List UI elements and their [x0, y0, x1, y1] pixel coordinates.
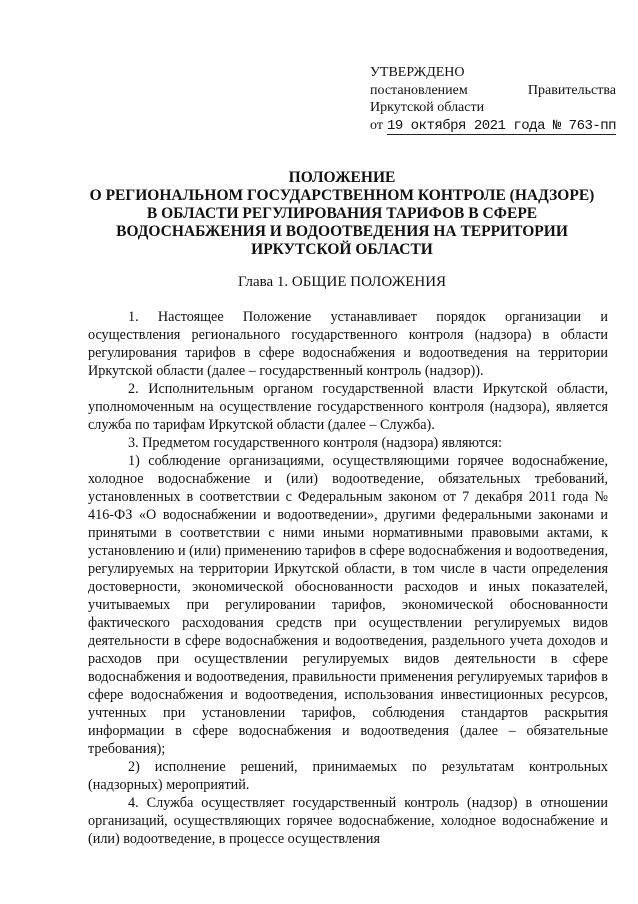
approval-line-4: [370, 117, 616, 135]
approval-heading: УТВЕРЖДЕНО: [370, 65, 465, 80]
approval-block: [370, 64, 616, 135]
chapter-heading: Глава 1. ОБЩИЕ ПОЛОЖЕНИЯ: [237, 274, 447, 290]
title-line-3: В ОБЛАСТИ РЕГУЛИРОВАНИЯ ТАРИФОВ В СФЕРЕ: [146, 205, 538, 222]
title-line-2: О РЕГИОНАЛЬНОМ ГОСУДАРСТВЕННОМ КОНТРОЛЕ (НАДЗОРЕ): [89, 187, 595, 204]
document-title: [62, 169, 622, 259]
approval-date-prefix: от: [370, 117, 383, 133]
paragraph-3-item-2: 2) исполнение решений, принимаемых по результатам контрольных (надзорных) мероприятий.: [88, 759, 608, 793]
title-line-4: ВОДОСНАБЖЕНИЯ И ВОДООТВЕДЕНИЯ НА ТЕРРИТОРИИ: [116, 223, 568, 240]
paragraph-1: 1. Настоящее Положение устанавливает порядок организации и осуществления регионального государственного контроля (надзора) в области регулирования тарифов в сфере водоснабжения и водоотведения на территории Иркутской области (далее – государственный контроль (надзор)).: [88, 309, 608, 379]
paragraph-3-item-1: 1) соблюдение организациями, осуществляющими горячее водоснабжение, холодное водоснабжение и (или) водоотведение, обязательных требований, установленных в соответствии с Федеральным законом от 7 декабря 2011 года № 416-ФЗ «О водоснабжении и водоотведении», другими федеральными законами и принятыми в соответствии с ними иными нормативными правовыми актами, к установлению и (или) применению тарифов в сфере водоснабжения и водоотведения, регулируемых на территории Иркутской области, в том числе в части определения достоверности, экономической обоснованности расходов и иных показателей, учитываемых при регулировании тарифов, экономической обоснованности фактического расходования средств при осуществлении регулируемых видов деятельности в сфере водоснабжения и водоотведения, раздельного учета доходов и расходов при осуществлении регулируемых видов деятельности в сфере водоснабжения и водоотведения, правильности применения регулируемых тарифов в сфере водоснабжения и водоотведения, использования инвестиционных ресурсов, учтенных при установлении тарифов, соблюдения стандартов раскрытия информации в сфере водоснабжения и водоотведения (далее – обязательные требования);: [88, 453, 608, 757]
paragraph-3: 3. Предметом государственного контроля (надзора) являются:: [128, 435, 502, 451]
approval-line-2-left: постановлением: [370, 82, 468, 98]
approval-line-2-right: Правительства: [527, 82, 616, 98]
document-body: [88, 308, 608, 848]
approval-line-2: [370, 82, 616, 100]
paragraph-2: 2. Исполнительным органом государственной власти Иркутской области, уполномоченным на осуществление государственного контроля (надзора), является служба по тарифам Иркутской области (далее – Служба).: [88, 381, 608, 433]
approval-line-3: Иркутской области: [370, 100, 485, 115]
title-line-5: ИРКУТСКОЙ ОБЛАСТИ: [251, 241, 433, 258]
title-line-1: ПОЛОЖЕНИЕ: [288, 169, 396, 186]
approval-date-stamp: 19 октября 2021 года № 763-пп: [386, 117, 617, 134]
paragraph-4: 4. Служба осуществляет государственный контроль (надзор) в отношении организаций, осуществляющих горячее водоснабжение, холодное водоснабжение и (или) водоотведение, в процессе осуществления: [88, 795, 608, 847]
